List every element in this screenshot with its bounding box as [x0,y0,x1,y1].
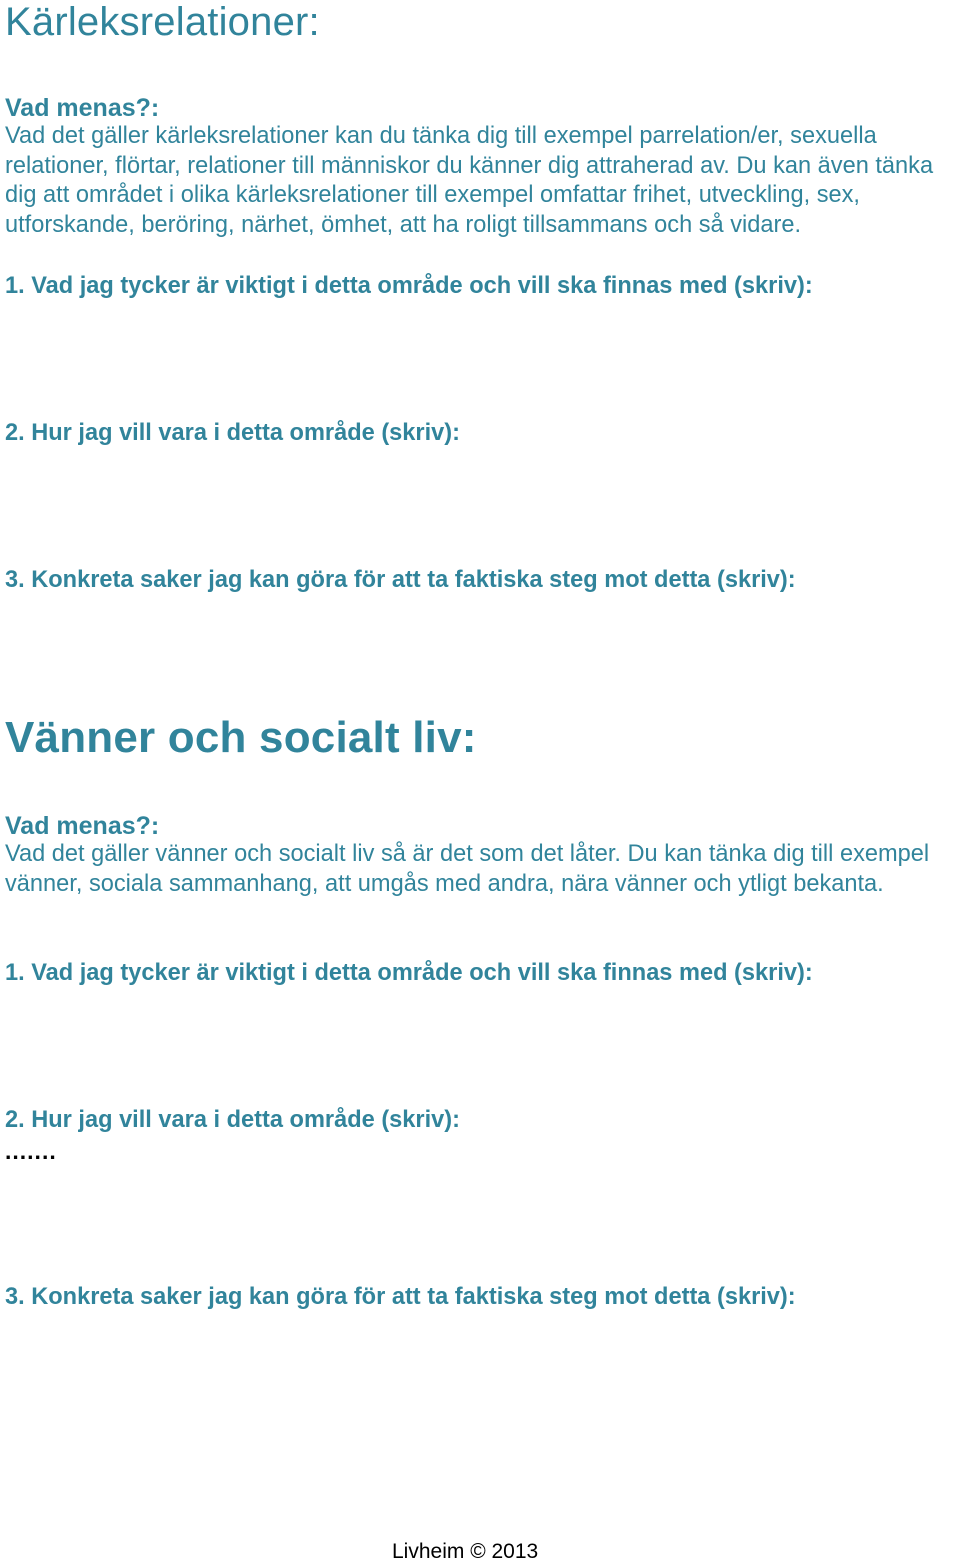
question-3: 3. Konkreta saker jag kan göra för att ta faktiska steg mot detta (skriv): [5,567,796,593]
question-1: 1. Vad jag tycker är viktigt i detta område och vill ska finnas med (skriv): [5,960,813,986]
question-3: 3. Konkreta saker jag kan göra för att ta faktiska steg mot detta (skriv): [5,1284,796,1310]
section-title-love-relations: Kärleksrelationer: [5,0,320,44]
section-title-friends-social-life: Vänner och socialt liv: [5,713,477,762]
footer-copyright: Livheim © 2013 [392,1540,539,1563]
question-2: 2. Hur jag vill vara i detta område (skriv): [5,1107,460,1133]
question-1: 1. Vad jag tycker är viktigt i detta område och vill ska finnas med (skriv): [5,273,813,299]
what-is-meant-label: Vad menas?: [5,812,160,840]
question-2: 2. Hur jag vill vara i detta område (skriv): [5,420,460,446]
answer-placeholder-dots: ....... [5,1138,57,1164]
section-description: Vad det gäller kärleksrelationer kan du tänka dig till exempel parrelation/er, sexuella relationer, flörtar, relationer till människor du känner dig attraherad av. Du kan även tänka dig att området i olika kärleksrelationer till exempel omfattar frihet, utveckling, sex, utforskande, beröring, närhet, ömhet, att ha roligt tillsammans och så vidare. [5,123,934,239]
section-description: Vad det gäller vänner och socialt liv så är det som det låter. Du kan tänka dig till exempel vänner, sociala sammanhang, att umgås med andra, nära vänner och ytligt bekanta. [5,841,930,897]
what-is-meant-label: Vad menas?: [5,94,160,122]
